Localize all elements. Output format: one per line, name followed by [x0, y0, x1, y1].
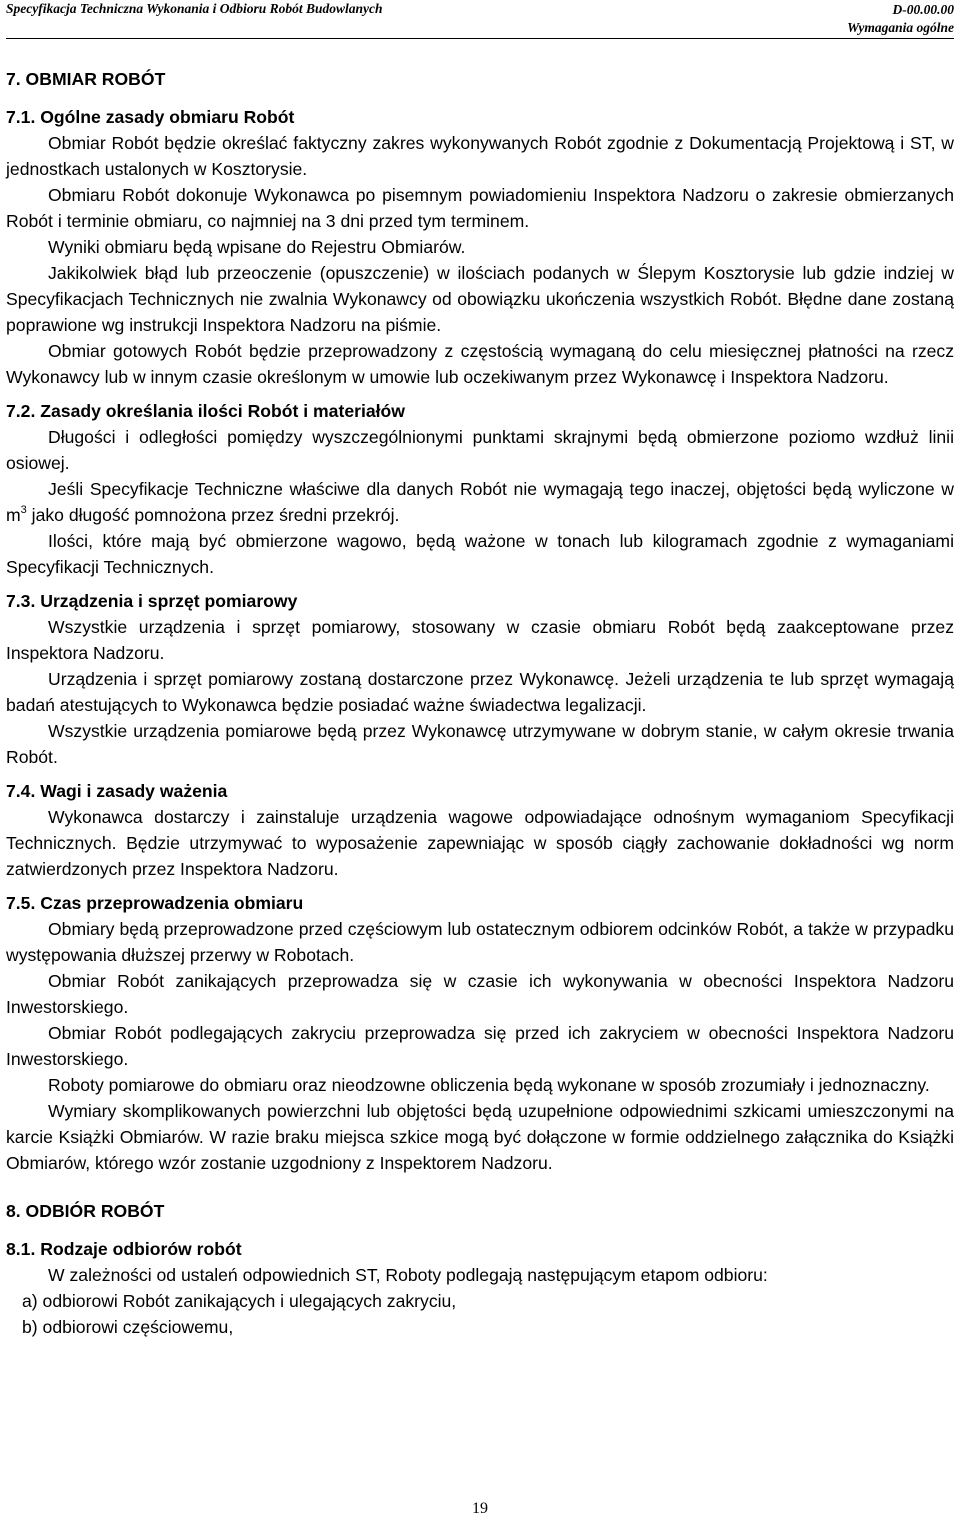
paragraph: Roboty pomiarowe do obmiaru oraz nieodzowne obliczenia będą wykonane w sposób zrozumiały i jednoznaczny.: [48, 1075, 930, 1095]
paragraph: Jakikolwiek błąd lub przeoczenie (opuszczenie) w ilościach podanych w Ślepym Kosztorysie lub gdzie indziej w Specyfikacjach Technicznych nie zwalnia Wykonawcy od obowiązku ukończenia wszystkich Robót. Błędne dane zostaną poprawione wg instrukcji Inspektora Nadzoru na piśmie.: [6, 263, 954, 335]
paragraph: Urządzenia i sprzęt pomiarowy zostaną dostarczone przez Wykonawcę. Jeżeli urządzenia te lub sprzęt wymagają badań atestujących to Wykonawca będzie posiadać ważne świadectwa legalizacji.: [6, 669, 954, 715]
document-code: D-00.00.00: [892, 2, 954, 17]
section-8-title: 8. ODBIÓR ROBÓT: [6, 1201, 165, 1221]
section-number: 7.3.: [6, 591, 36, 611]
section-number: 7.5.: [6, 893, 36, 913]
document-title: Specyfikacja Techniczna Wykonania i Odbioru Robót Budowlanych: [6, 1, 383, 16]
section-8-1-title: [6, 1236, 954, 1262]
paragraph: Obmiar Robót będzie określać faktyczny zakres wykonywanych Robót zgodnie z Dokumentacją Projektową i ST, w jednostkach ustalonych w Kosztorysie.: [6, 133, 954, 179]
paragraph: Wszystkie urządzenia pomiarowe będą przez Wykonawcę utrzymywane w dobrym stanie, w całym okresie trwania Robót.: [6, 721, 954, 767]
section-7-4-title: [6, 778, 954, 804]
paragraph: Długości i odległości pomiędzy wyszczególnionymi punktami skrajnymi będą obmierzone poziomo wzdłuż linii osiowej.: [6, 427, 954, 473]
document-body: [6, 66, 954, 1340]
document-subtitle: Wymagania ogólne: [847, 20, 954, 35]
paragraph: Obmiary będą przeprowadzone przed częściowym lub ostatecznym odbiorem odcinków Robót, a także w przypadku występowania dłuższej przerwy w Robotach.: [6, 919, 954, 965]
section-7-title: 7. OBMIAR ROBÓT: [6, 69, 166, 89]
paragraph: Wymiary skomplikowanych powierzchni lub objętości będą uzupełnione odpowiednimi szkicami umieszczonymi na karcie Książki Obmiarów. W razie braku miejsca szkice mogą być dołączone w formie oddzielnego załącznika do Książki Obmiarów, którego wzór zostanie uzgodniony z Inspektorem Nadzoru.: [6, 1101, 954, 1173]
paragraph: W zależności od ustaleń odpowiednich ST, Roboty podlegają następującym etapom odbioru:: [48, 1265, 768, 1285]
paragraph: [6, 476, 954, 528]
paragraph: Obmiar gotowych Robót będzie przeprowadzony z częstością wymaganą do celu miesięcznej płatności na rzecz Wykonawcy lub w innym czasie określonym w umowie lub oczekiwanym przez Wykonawcę i Inspektora Nadzoru.: [6, 341, 954, 387]
paragraph: Wyniki obmiaru będą wpisane do Rejestru Obmiarów.: [48, 237, 466, 257]
superscript: 3: [20, 504, 27, 516]
section-heading: Czas przeprowadzenia obmiaru: [40, 893, 304, 913]
section-heading: Rodzaje odbiorów robót: [40, 1239, 242, 1259]
paragraph: Obmiar Robót zanikających przeprowadza się w czasie ich wykonywania w obecności Inspektora Nadzoru Inwestorskiego.: [6, 971, 954, 1017]
section-7-2-title: [6, 398, 954, 424]
paragraph: Wszystkie urządzenia i sprzęt pomiarowy, stosowany w czasie obmiaru Robót będą zaakceptowane przez Inspektora Nadzoru.: [6, 617, 954, 663]
section-heading: Urządzenia i sprzęt pomiarowy: [40, 591, 298, 611]
paragraph: Obmiaru Robót dokonuje Wykonawca po pisemnym powiadomieniu Inspektora Nadzoru o zakresie obmierzanych Robót i terminie obmiaru, co najmniej na 3 dni przed tym terminem.: [6, 185, 954, 231]
list-item: b) odbiorowi częściowemu,: [22, 1317, 234, 1337]
section-number: 8.1.: [6, 1239, 36, 1259]
section-7-5-title: [6, 890, 954, 916]
section-heading: Zasady określania ilości Robót i materiałów: [40, 401, 405, 421]
section-7-3-title: [6, 588, 954, 614]
paragraph-part: jako długość pomnożona przez średni przekrój.: [26, 505, 400, 525]
page-number: 19: [472, 1500, 488, 1517]
list-item: a) odbiorowi Robót zanikających i ulegających zakryciu,: [22, 1291, 457, 1311]
section-heading: Wagi i zasady ważenia: [40, 781, 228, 801]
paragraph: Wykonawca dostarczy i zainstaluje urządzenia wagowe odpowiadające odnośnym wymaganiom Specyfikacji Technicznych. Będzie utrzymywać to wyposażenie zapewniając w sposób ciągły zachowanie dokładności wg norm zatwierdzonych przez Inspektora Nadzoru.: [6, 807, 954, 879]
page-header: [6, 0, 954, 39]
header-right: [847, 1, 954, 37]
paragraph-part: Jeśli Specyfikacje Techniczne właściwe dla danych Robót nie wymagają tego inaczej, objętości będą wyliczone w m: [6, 479, 954, 525]
section-number: 7.4.: [6, 781, 36, 801]
section-7-1-title: 7.1. Ogólne zasady obmiaru Robót: [6, 107, 295, 127]
section-number: 7.2.: [6, 401, 36, 421]
paragraph: Ilości, które mają być obmierzone wagowo, będą ważone w tonach lub kilogramach zgodnie z wymaganiami Specyfikacji Technicznych.: [6, 531, 954, 577]
paragraph: Obmiar Robót podlegających zakryciu przeprowadza się przed ich zakryciem w obecności Inspektora Nadzoru Inwestorskiego.: [6, 1023, 954, 1069]
